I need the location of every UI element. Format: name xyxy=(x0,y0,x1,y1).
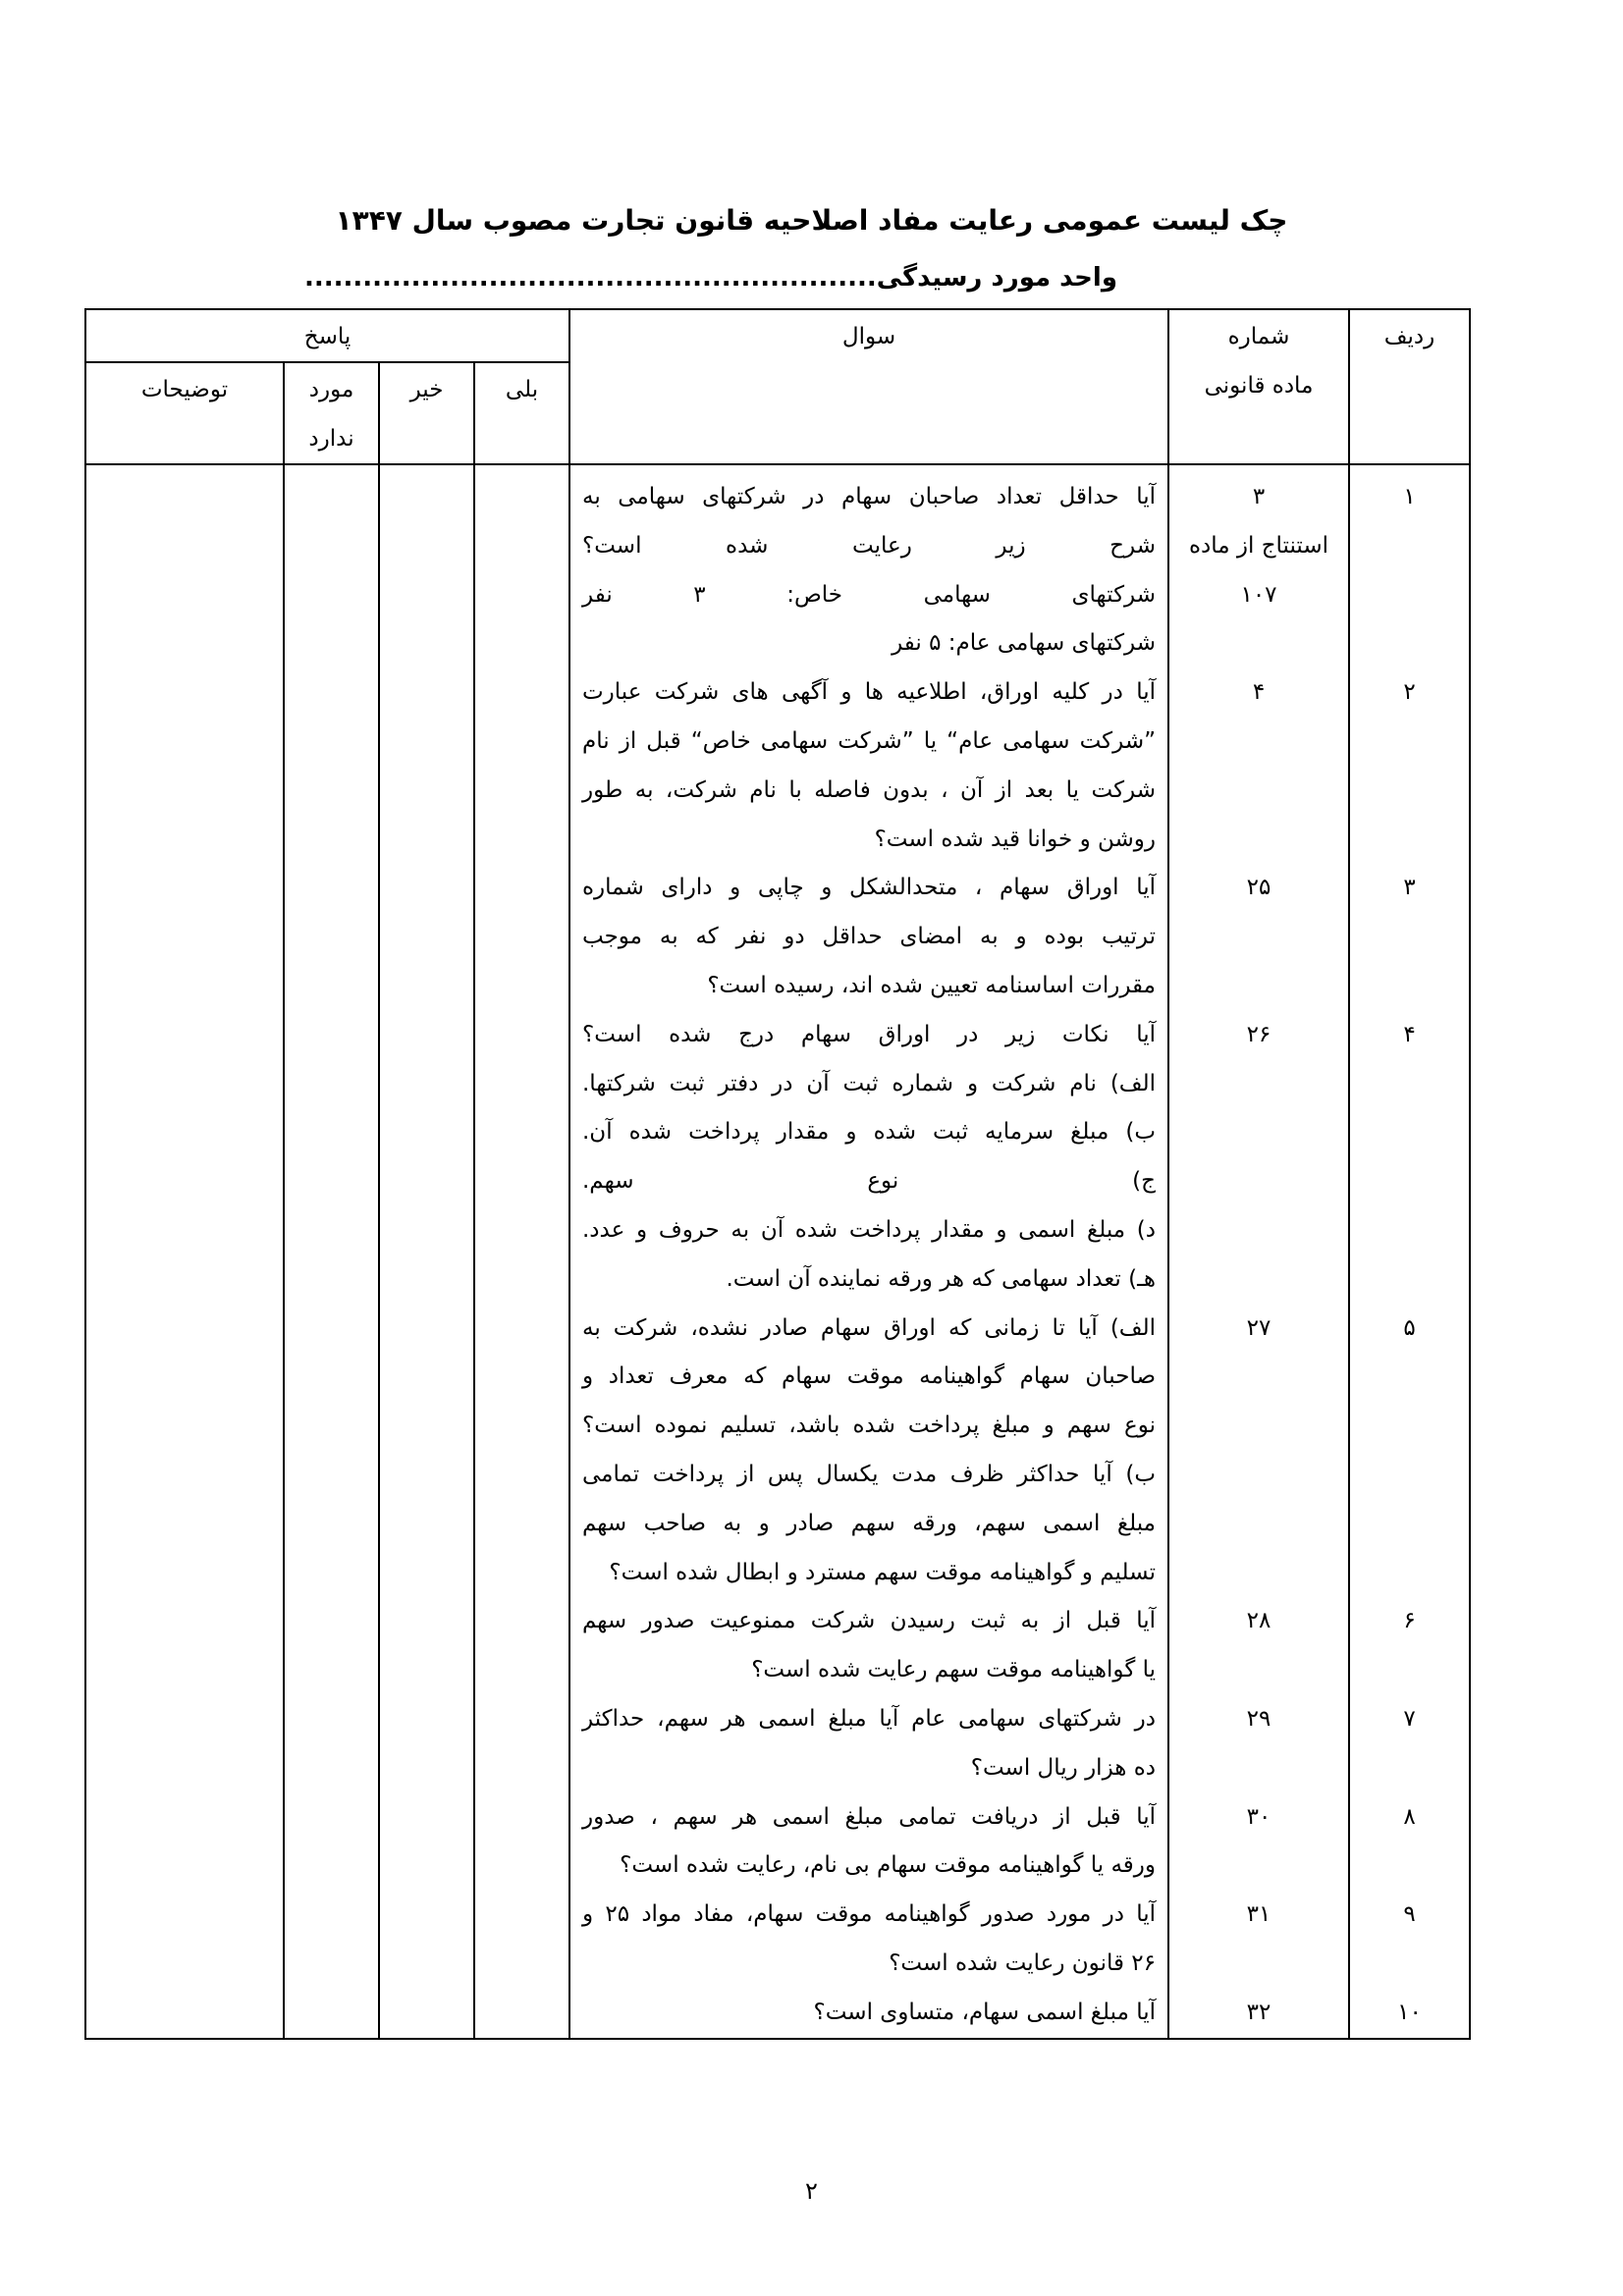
question-cell xyxy=(569,1011,1168,1305)
question-cell xyxy=(569,1597,1168,1695)
answer-na-cell[interactable] xyxy=(284,1695,379,1793)
row-number-cell xyxy=(1349,1793,1470,1892)
header-question xyxy=(569,309,1168,464)
question-line: آیا قبل از دریافت تمامی مبلغ اسمی هر سهم ، صدور xyxy=(582,1803,1156,1830)
answer-yes-cell[interactable] xyxy=(474,1989,569,2039)
article-number-line: ۲۶ xyxy=(1246,1021,1271,1047)
answer-na-cell[interactable] xyxy=(284,1793,379,1892)
question-line: آیا مبلغ اسمی سهام، متساوی است؟ xyxy=(813,1999,1156,2025)
answer-na-cell[interactable] xyxy=(284,864,379,1010)
table-row xyxy=(85,1695,1470,1793)
notes-cell[interactable] xyxy=(85,668,284,864)
article-number-line: ۳۰ xyxy=(1246,1803,1271,1830)
question-line: ب) آیا حداکثر ظرف مدت یکسال پس از پرداخت تمامی xyxy=(582,1461,1156,1487)
question-line: الف) نام شرکت و شماره ثبت آن در دفتر ثبت شرکتها. xyxy=(582,1070,1156,1096)
row-number-cell xyxy=(1349,1989,1470,2039)
notes-cell[interactable] xyxy=(85,1305,284,1598)
table-row xyxy=(85,864,1470,1010)
header-article-line2: ماده قانونی xyxy=(1204,373,1314,399)
header-na-line2: ندارد xyxy=(308,426,354,452)
header-notes-label: توضیحات xyxy=(140,377,229,402)
article-number-cell xyxy=(1168,1011,1349,1305)
checklist-table-wrapper xyxy=(86,308,1471,2040)
question-line: ده هزار ریال است؟ xyxy=(970,1754,1156,1781)
article-number-cell xyxy=(1168,1989,1349,2039)
question-line: ج) نوع سهم. xyxy=(582,1168,1156,1195)
header-answer-label: پاسخ xyxy=(303,324,352,349)
table-row xyxy=(85,1989,1470,2039)
header-row-number-label: ردیف xyxy=(1383,324,1435,349)
article-number-line: استنتاج از ماده xyxy=(1188,532,1329,559)
question-line: صاحبان سهام گواهینامه موقت سهام که معرف تعداد و xyxy=(582,1363,1156,1390)
question-line: روشن و خوانا قید شده است؟ xyxy=(874,826,1156,852)
row-number: ۵ xyxy=(1403,1314,1416,1341)
header-yes-label: بلی xyxy=(505,377,539,402)
answer-na-cell[interactable] xyxy=(284,1011,379,1305)
answer-yes-cell[interactable] xyxy=(474,1305,569,1598)
answer-no-cell[interactable] xyxy=(379,1891,474,1989)
header-notes xyxy=(85,362,284,464)
header-row-number xyxy=(1349,309,1470,464)
row-number-cell xyxy=(1349,1695,1470,1793)
question-line: ترتیب بوده و به امضای حداقل دو نفر که به موجب xyxy=(582,924,1156,950)
article-number-line: ۳۲ xyxy=(1246,1999,1271,2025)
article-number-line: ۲۷ xyxy=(1246,1314,1271,1341)
row-number: ۱۰ xyxy=(1397,1999,1422,2025)
question-line: آیا قبل از به ثبت رسیدن شرکت ممنوعیت صدور سهم xyxy=(582,1608,1156,1634)
article-number-line: ۲۹ xyxy=(1246,1705,1271,1732)
question-line: شرکتهای سهامی عام: ۵ نفر xyxy=(892,630,1156,657)
article-number-cell xyxy=(1168,1597,1349,1695)
table-row xyxy=(85,464,1470,668)
checklist-table xyxy=(84,308,1471,2040)
header-yes xyxy=(474,362,569,464)
question-cell xyxy=(569,1793,1168,1892)
row-number: ۹ xyxy=(1403,1901,1416,1928)
answer-yes-cell[interactable] xyxy=(474,464,569,668)
header-answer xyxy=(85,309,569,362)
row-number-cell xyxy=(1349,464,1470,668)
row-number-cell xyxy=(1349,1305,1470,1598)
article-number-cell xyxy=(1168,1305,1349,1598)
notes-cell[interactable] xyxy=(85,464,284,668)
answer-na-cell[interactable] xyxy=(284,464,379,668)
table-row xyxy=(85,1305,1470,1598)
row-number: ۴ xyxy=(1403,1021,1416,1047)
question-line: مقررات اساسنامه تعیین شده اند، رسیده است؟ xyxy=(707,972,1156,998)
article-number-cell xyxy=(1168,464,1349,668)
article-number-cell xyxy=(1168,1891,1349,1989)
notes-cell[interactable] xyxy=(85,1891,284,1989)
article-number-cell xyxy=(1168,1793,1349,1892)
article-number-line: ۲۵ xyxy=(1246,875,1271,901)
answer-na-cell[interactable] xyxy=(284,1305,379,1598)
question-line: در شرکتهای سهامی عام آیا مبلغ اسمی هر سهم، حداکثر xyxy=(582,1705,1156,1732)
audited-unit-label: واحد مورد رسیدگی........................................................... xyxy=(304,263,1117,293)
question-line: آیا در کلیه اوراق، اطلاعیه ها و آگهی های شرکت عبارت xyxy=(582,679,1156,706)
question-line: ورقه یا گواهینامه موقت سهام بی نام، رعایت شده است؟ xyxy=(620,1852,1156,1879)
answer-na-cell[interactable] xyxy=(284,668,379,864)
answer-no-cell[interactable] xyxy=(379,1597,474,1695)
row-number-cell xyxy=(1349,668,1470,864)
notes-cell[interactable] xyxy=(85,1597,284,1695)
question-line: ۲۶ قانون رعایت شده است؟ xyxy=(889,1949,1156,1976)
header-no xyxy=(379,362,474,464)
page-number: ۲ xyxy=(805,2177,818,2205)
question-line: آیا نکات زیر در اوراق سهام درج شده است؟ xyxy=(582,1021,1156,1047)
table-row xyxy=(85,668,1470,864)
question-line: آیا حداقل تعداد صاحبان سهام در شرکتهای سهامی به xyxy=(582,484,1156,509)
answer-yes-cell[interactable] xyxy=(474,668,569,864)
question-cell xyxy=(569,1891,1168,1989)
question-line: آیا اوراق سهام ، متحدالشکل و چاپی و دارای شماره xyxy=(582,875,1156,901)
question-cell xyxy=(569,1695,1168,1793)
row-number: ۲ xyxy=(1403,679,1416,706)
question-cell xyxy=(569,1989,1168,2039)
answer-no-cell[interactable] xyxy=(379,668,474,864)
row-number-cell xyxy=(1349,864,1470,1010)
answer-na-cell[interactable] xyxy=(284,1891,379,1989)
header-not-applicable xyxy=(284,362,379,464)
header-question-label: سوال xyxy=(841,324,896,349)
table-row xyxy=(85,1597,1470,1695)
answer-na-cell[interactable] xyxy=(284,1989,379,2039)
question-line: شرح زیر رعایت شده است؟ xyxy=(582,532,1156,559)
header-na-line1: مورد xyxy=(308,377,354,402)
answer-yes-cell[interactable] xyxy=(474,1793,569,1892)
article-number-line: ۳ xyxy=(1252,484,1266,509)
article-number-line: ۲۸ xyxy=(1246,1608,1271,1634)
notes-cell[interactable] xyxy=(85,1989,284,2039)
article-number-line: ۳۱ xyxy=(1246,1901,1271,1928)
question-line: د) مبلغ اسمی و مقدار پرداخت شده آن به حروف و عدد. xyxy=(582,1216,1156,1243)
answer-yes-cell[interactable] xyxy=(474,1597,569,1695)
article-number-line: ۱۰۷ xyxy=(1240,581,1277,608)
header-article-number xyxy=(1168,309,1349,464)
question-line: تسلیم و گواهینامه موقت سهم مسترد و ابطال شده است؟ xyxy=(609,1559,1156,1585)
answer-yes-cell[interactable] xyxy=(474,864,569,1010)
answer-yes-cell[interactable] xyxy=(474,1891,569,1989)
row-number: ۱ xyxy=(1403,484,1416,509)
header-article-line1: شماره xyxy=(1227,324,1290,349)
row-number-cell xyxy=(1349,1891,1470,1989)
article-number-cell xyxy=(1168,1695,1349,1793)
answer-no-cell[interactable] xyxy=(379,1695,474,1793)
answer-no-cell[interactable] xyxy=(379,1793,474,1892)
answer-no-cell[interactable] xyxy=(379,1989,474,2039)
question-line: ب) مبلغ سرمایه ثبت شده و مقدار پرداخت شده آن. xyxy=(582,1119,1156,1146)
question-line: نوع سهم و مبلغ پرداخت شده باشد، تسلیم نموده است؟ xyxy=(582,1413,1156,1439)
notes-cell[interactable] xyxy=(85,1793,284,1892)
question-line: شرکتهای سهامی خاص: ۳ نفر xyxy=(582,581,1156,608)
notes-cell[interactable] xyxy=(85,864,284,1010)
row-number-cell xyxy=(1349,1011,1470,1305)
question-line: یا گواهینامه موقت سهم رعایت شده است؟ xyxy=(751,1657,1156,1683)
answer-no-cell[interactable] xyxy=(379,1011,474,1305)
question-cell xyxy=(569,668,1168,864)
question-line: شرکت یا بعد از آن ، بدون فاصله با نام شرکت، به طور xyxy=(582,776,1156,803)
question-cell xyxy=(569,1305,1168,1598)
table-row xyxy=(85,1891,1470,1989)
question-line: ”شرکت سهامی عام“ یا ”شرکت سهامی خاص“ قبل از نام xyxy=(582,727,1156,754)
answer-na-cell[interactable] xyxy=(284,1597,379,1695)
checklist-body xyxy=(85,464,1470,2039)
question-line: هـ) تعداد سهامی که هر ورقه نماینده آن است. xyxy=(726,1265,1156,1292)
article-number-line: ۴ xyxy=(1252,679,1266,706)
article-number-cell xyxy=(1168,668,1349,864)
table-row xyxy=(85,1011,1470,1305)
answer-no-cell[interactable] xyxy=(379,864,474,1010)
table-header-row xyxy=(85,309,1470,362)
question-cell xyxy=(569,864,1168,1010)
article-number-cell xyxy=(1168,864,1349,1010)
answer-yes-cell[interactable] xyxy=(474,1695,569,1793)
row-number: ۷ xyxy=(1403,1705,1416,1732)
answer-no-cell[interactable] xyxy=(379,1305,474,1598)
question-line: مبلغ اسمی سهم، ورقه سهم صادر و به صاحب سهم xyxy=(582,1510,1156,1536)
row-number: ۸ xyxy=(1403,1803,1416,1830)
row-number: ۶ xyxy=(1403,1608,1416,1634)
question-line: آیا در مورد صدور گواهینامه موقت سهام، مفاد مواد ۲۵ و xyxy=(582,1901,1156,1928)
row-number: ۳ xyxy=(1403,875,1416,901)
answer-no-cell[interactable] xyxy=(379,464,474,668)
answer-yes-cell[interactable] xyxy=(474,1011,569,1305)
question-cell xyxy=(569,464,1168,668)
question-line: الف) آیا تا زمانی که اوراق سهام صادر نشده، شرکت به xyxy=(582,1314,1156,1341)
document-title: چک لیست عمومی رعایت مفاد اصلاحیه قانون تجارت مصوب سال ۱۳۴۷ xyxy=(335,204,1288,237)
header-no-label: خیر xyxy=(409,377,444,402)
row-number-cell xyxy=(1349,1597,1470,1695)
notes-cell[interactable] xyxy=(85,1011,284,1305)
notes-cell[interactable] xyxy=(85,1695,284,1793)
table-row xyxy=(85,1793,1470,1892)
